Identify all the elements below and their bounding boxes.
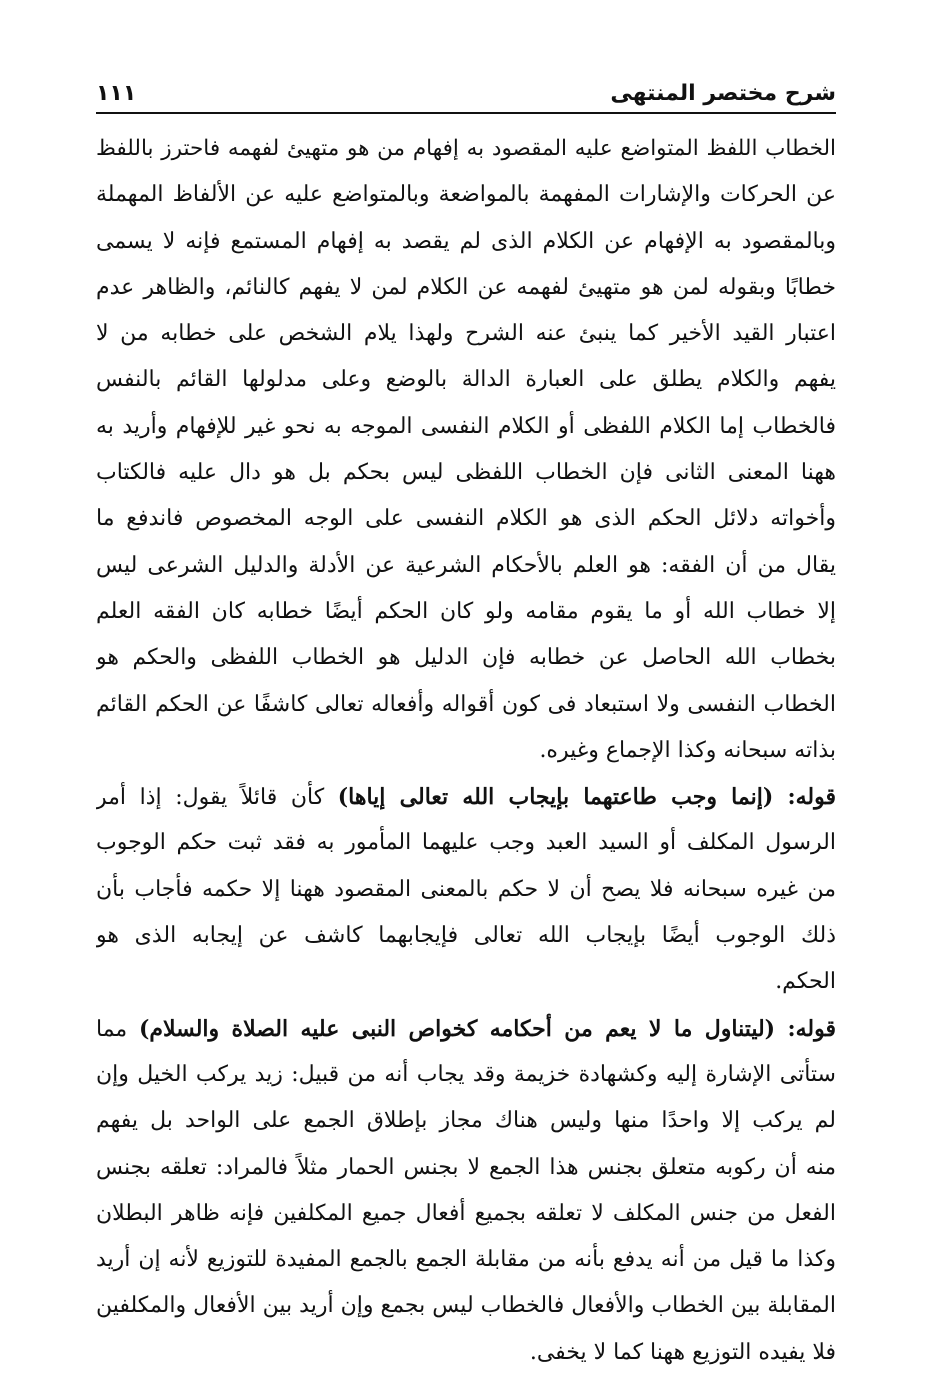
lemma-quote: قوله: (إنما وجب طاعتهما بإيجاب الله تعالى إياها) [337,784,836,811]
page-header [96,78,836,114]
text-line: المقابلة بين الخطاب والأفعال فالخطاب ليس بجمع وإن أريد بين الأفعال والمكلفين [96,1293,836,1319]
line-text: مما [96,1016,139,1042]
text-line: يفهم والكلام يطلق على العبارة الدالة بالوضع وعلى مدلولها القائم بالنفس [96,367,836,393]
text-line [96,1006,836,1052]
body-text [96,126,836,1376]
text-line: وكذا ما قيل من أنه يدفع بأنه من مقابلة الجمع بالجمع المفيدة للتوزيع لأنه إن أريد [96,1247,836,1273]
text-line: وأخواته دلائل الحكم الذى هو الكلام النفسى على الوجه المخصوص فاندفع ما [96,506,836,532]
text-line [96,774,836,820]
text-line: يقال من أن الفقه: هو العلم بالأحكام الشرعية عن الأدلة والدليل الشرعى ليس [96,552,836,578]
text-line: إلا خطاب الله أو ما يقوم مقامه ولو كان الحكم أيضًا خطابه كان الفقه العلم [96,598,836,624]
lemma-quote: قوله: (ليتناول ما لا يعم من أحكامه كخواص النبى عليه الصلاة والسلام) [138,1015,836,1042]
text-line: من غيره سبحانه فلا يصح أن لا حكم بالمعنى المقصود ههنا إلا حكمه فأجاب بأن [96,876,836,902]
text-line: عن الحركات والإشارات المفهمة بالمواضعة وبالمتواضع عليه عن الألفاظ المهملة [96,182,836,208]
text-line: بذاته سبحانه وكذا الإجماع وغيره. [539,737,836,763]
text-line: ذلك الوجوب أيضًا بإيجاب الله تعالى فإيجابهما كاشف عن إيجابه الذى هو [96,923,836,949]
line-text: كأن قائلاً يقول: إذا أمر [96,785,338,811]
text-line: منه أن ركوبه متعلق بجنس هذا الجمع لا بجنس الحمار مثلاً فالمراد: تعلقه بجنس [96,1154,836,1180]
text-line: ههنا المعنى الثانى فإن الخطاب اللفظى ليس بحكم بل هو دال عليه فالكتاب [96,460,836,486]
text-line: خطابًا وبقوله لمن هو متهيئ لفهمه عن الكلام لمن لا يفهم كالنائم، والظاهر عدم [96,274,836,300]
text-line: ستأتى الإشارة إليه وكشهادة خزيمة وقد يجاب أنه من قبيل: زيد يركب الخيل وإن [96,1061,836,1087]
paragraph [96,126,836,774]
text-line: لم يركب إلا واحدًا منها وليس هناك مجاز بإطلاق الجمع على الواحد بل يفهم [96,1108,836,1134]
text-line: فالخطاب إما الكلام اللفظى أو الكلام النفسى الموجه به نحو غير للإفهام وأريد به [96,413,836,439]
page-number: ١١١ [96,81,137,106]
text-line: الفعل من جنس المكلف لا تعلقه بجميع أفعال جميع المكلفين فإنه ظاهر البطلان [96,1200,836,1226]
text-line: فلا يفيده التوزيع ههنا كما لا يخفى. [529,1339,836,1365]
text-line: الخطاب اللفظ المتواضع عليه المقصود به إفهام من هو متهيئ لفهمه فاحترز باللفظ [96,136,836,161]
text-line: الخطاب النفسى ولا استبعاد فى كون أقواله وأفعاله تعالى كاشفًا عن الحكم القائم [96,691,836,717]
text-line: وبالمقصود به الإفهام عن الكلام الذى لم يقصد به إفهام المستمع فإنه لا يسمى [96,228,836,254]
text-line: الحكم. [775,969,836,995]
text-line: الرسول المكلف أو السيد العبد وجب عليهما المأمور به فقد ثبت حكم الوجوب [96,830,836,856]
paragraph [96,774,836,1005]
text-line: بخطاب الله الحاصل عن خطابه فإن الدليل هو الخطاب اللفظى والحكم هو [96,645,836,671]
text-line: اعتبار القيد الأخير كما ينبئ عنه الشرح ولهذا يلام الشخص على خطابه من لا [96,321,836,347]
running-title: شرح مختصر المنتهى [610,81,836,106]
paragraph [96,1006,836,1376]
